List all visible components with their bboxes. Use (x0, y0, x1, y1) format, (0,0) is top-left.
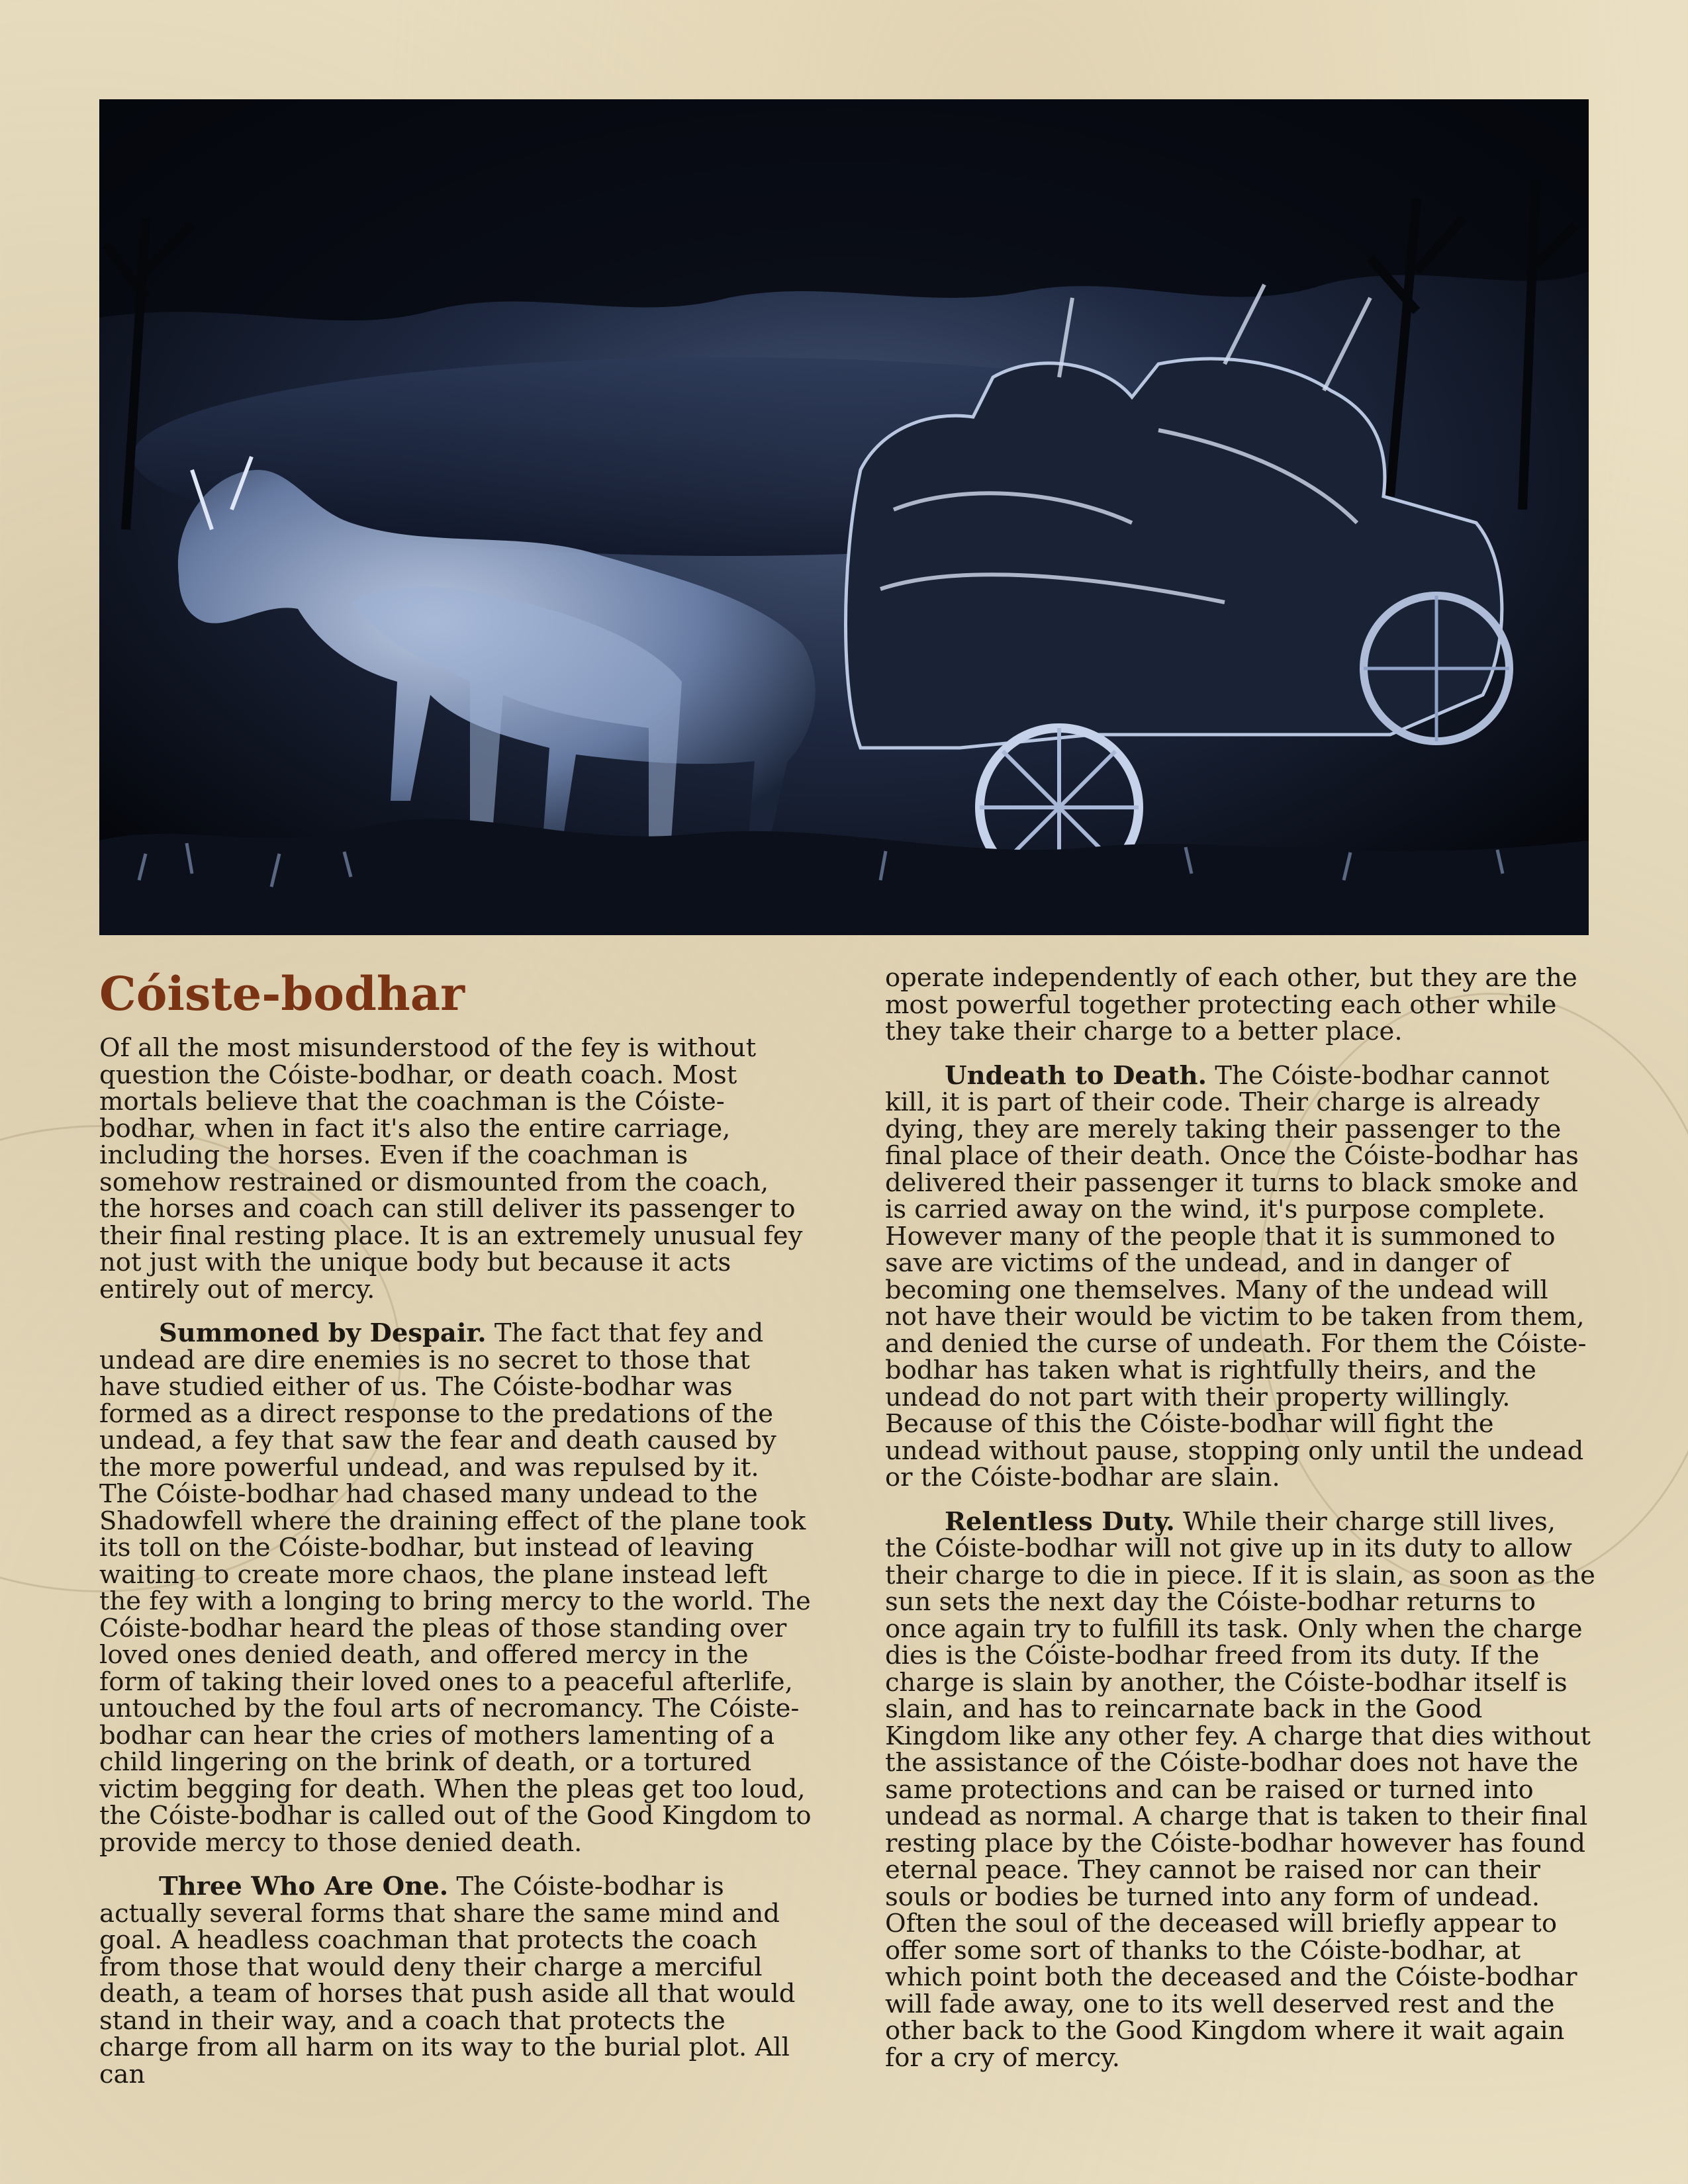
illustration-svg (99, 99, 1589, 935)
right-column (885, 965, 1597, 2089)
paragraph-lead: Summoned by Despair. (159, 1318, 487, 1348)
undeath-to-death-paragraph (885, 1060, 1597, 1492)
paragraph-text: Of all the most misunderstood of the fey is without question the Cóiste-bodhar, or death coach. Most mortals believe that the coachman is the Cóiste-bodhar, when in fact it's also the entire carriage, including the horses. Even if the coachman is somehow restrained or dismounted from the coach, the horses and coach can still deliver its passenger to their final resting place. It is an extremely unusual fey not just with the unique body but because it acts entirely out of mercy. (99, 1033, 803, 1304)
death-coach-illustration (99, 99, 1589, 935)
paragraph-lead: Three Who Are One. (159, 1872, 449, 1901)
paragraph-lead: Relentless Duty. (945, 1506, 1175, 1537)
paragraph-text: The Cóiste-bodhar cannot kill, it is part of their code. Their charge is already dying, they are merely taking their passenger to the final place of their death. Once the Cóiste-bodhar has delivered their passenger it turns to black smoke and is carried away on the wind, it's purpose complete. However many of the people that it is summoned to save are victims of the undead, and in danger of becoming one themselves. Many of the undead will not have their would be victim to be taken from them, and denied the curse of undeath. For them the Cóiste-bodhar has taken what is rightfully theirs, and the undead do not part with their property willingly. Because of this the Cóiste-bodhar will fight the undead without pause, stopping only until the undead or the Cóiste-bodhar are slain. (885, 1060, 1587, 1492)
summoned-paragraph (99, 1320, 812, 1856)
left-column (99, 966, 812, 2105)
paragraph-lead: Undeath to Death. (945, 1060, 1207, 1091)
three-who-are-one-paragraph (99, 1874, 812, 2088)
paragraph-text: While their charge still lives, the Cóiste-bodhar will not give up in its duty to allow their charge to die in piece. If it is slain, as soon as the sun sets the next day the Cóiste-bodhar returns to once again try to fulfill its task. Only when the charge dies is the Cóiste-bodhar freed from its duty. If the charge is slain by another, the Cóiste-bodhar itself is slain, and has to reincarnate back in the Good Kingdom like any other fey. A charge that dies without the assistance of the Cóiste-bodhar does not have the same protections and can be raised or turned into undead as normal. A charge that is taken to their final resting place by the Cóiste-bodhar however has found eternal peace. They cannot be raised nor can their souls or bodies be turned into any form of undead. Often the soul of the deceased will briefly appear to offer some sort of thanks to the Cóiste-bodhar, at which point both the deceased and the Cóiste-bodhar will fade away, one to its well deserved rest and the other back to the Good Kingdom where it wait again for a cry of mercy. (885, 1506, 1595, 2073)
paragraph-text: The Cóiste-bodhar is actually several forms that share the same mind and goal. A headless coachman that protects the coach from those that would deny their charge a merciful death, a team of horses that push aside all that would stand in their way, and a coach that protects the charge from all harm on its way to the burial plot. All can (99, 1872, 796, 2089)
three-who-are-one-continued (885, 965, 1597, 1046)
intro-paragraph (99, 1035, 812, 1303)
paragraph-text: The fact that fey and undead are dire enemies is no secret to those that have studied either of us. The Cóiste-bodhar was formed as a direct response to the predations of the undead, a fey that saw the fear and death caused by the more powerful undead, and was repulsed by it. The Cóiste-bodhar had chased many undead to the Shadowfell where the draining effect of the plane took its toll on the Cóiste-bodhar, but instead of leaving waiting to create more chaos, the plane instead left the fey with a longing to bring mercy to the world. The Cóiste-bodhar heard the pleas of those standing over loved ones denied death, and offered mercy in the form of taking their loved ones to a peaceful afterlife, untouched by the foul arts of necromancy. The Cóiste-bodhar can hear the cries of mothers lamenting of a child lingering on the brink of death, or a tortured victim begging for death. When the pleas get too loud, the Cóiste-bodhar is called out of the Good Kingdom to provide mercy to those denied death. (99, 1318, 812, 1858)
relentless-duty-paragraph (885, 1506, 1597, 2073)
page-title: Cóiste-bodhar (99, 966, 465, 1021)
paragraph-text: operate independently of each other, but they are the most powerful together protecting each other while they take their charge to a better place. (885, 963, 1577, 1046)
